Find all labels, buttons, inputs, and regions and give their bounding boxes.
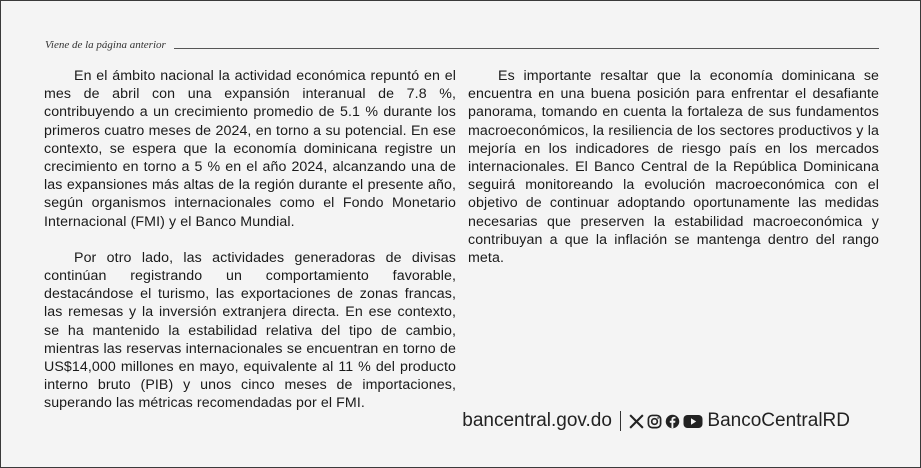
social-handle[interactable]: BancoCentralRD <box>707 410 850 431</box>
facebook-icon[interactable] <box>665 414 680 429</box>
footer-separator <box>620 411 622 431</box>
x-icon[interactable] <box>629 414 644 429</box>
social-icons <box>629 414 703 429</box>
youtube-icon[interactable] <box>683 414 703 429</box>
paragraph: Es importante resaltar que la economía dominicana se encuentra en una buena posición para enfrentar el desafiante panorama, tomando en cuenta la fortaleza de sus fundamentos macroeconómicos, la resiliencia de los sectores productivos y la mejoría en los indicadores de riesgo país en los mercados internacionales. El Banco Central de la República Dominicana seguirá monitoreando la evolución macroeconómica con el objetivo de continuar adoptando oportunamente las medidas necesarias que preserven la estabilidad macroeconómica y contribuyan a que la inflación se mantenga dentro del rango meta. <box>468 68 879 267</box>
left-column <box>44 67 456 413</box>
header-rule <box>174 48 879 49</box>
paragraph: En el ámbito nacional la actividad económica repuntó en el mes de abril con una expansión interanual de 7.8 %, contribuyendo a un crecimiento promedio de 5.1 % durante los primeros cuatro meses de 2024, en torno a su potencial. En ese contexto, se espera que la economía dominicana registre un crecimiento en torno a 5 % en el año 2024, alcanzando una de las expansiones más altas de la región durante el presente año, según organismos internacionales como el Fondo Monetario Internacional (FMI) y el Banco Mundial. <box>44 68 456 230</box>
instagram-icon[interactable] <box>647 414 662 429</box>
right-column <box>468 67 879 267</box>
website-link[interactable]: bancentral.gov.do <box>462 410 612 431</box>
continuation-header <box>45 37 879 51</box>
footer <box>462 407 850 435</box>
paragraph: Por otro lado, las actividades generadoras de divisas continúan registrando un comportamiento favorable, destacándose el turismo, las exportaciones de zonas francas, las remesas y la inversión extranjera directa. En ese contexto, se ha mantenido la estabilidad relativa del tipo de cambio, mientras las reservas internacionales se encuentran en torno de US$14,000 millones en mayo, equivalente al 11 % del producto interno bruto (PIB) y unos cinco meses de importaciones, superando las métricas recomendadas por el FMI. <box>44 249 456 412</box>
continued-from-previous-page: Viene de la página anterior <box>45 39 166 51</box>
